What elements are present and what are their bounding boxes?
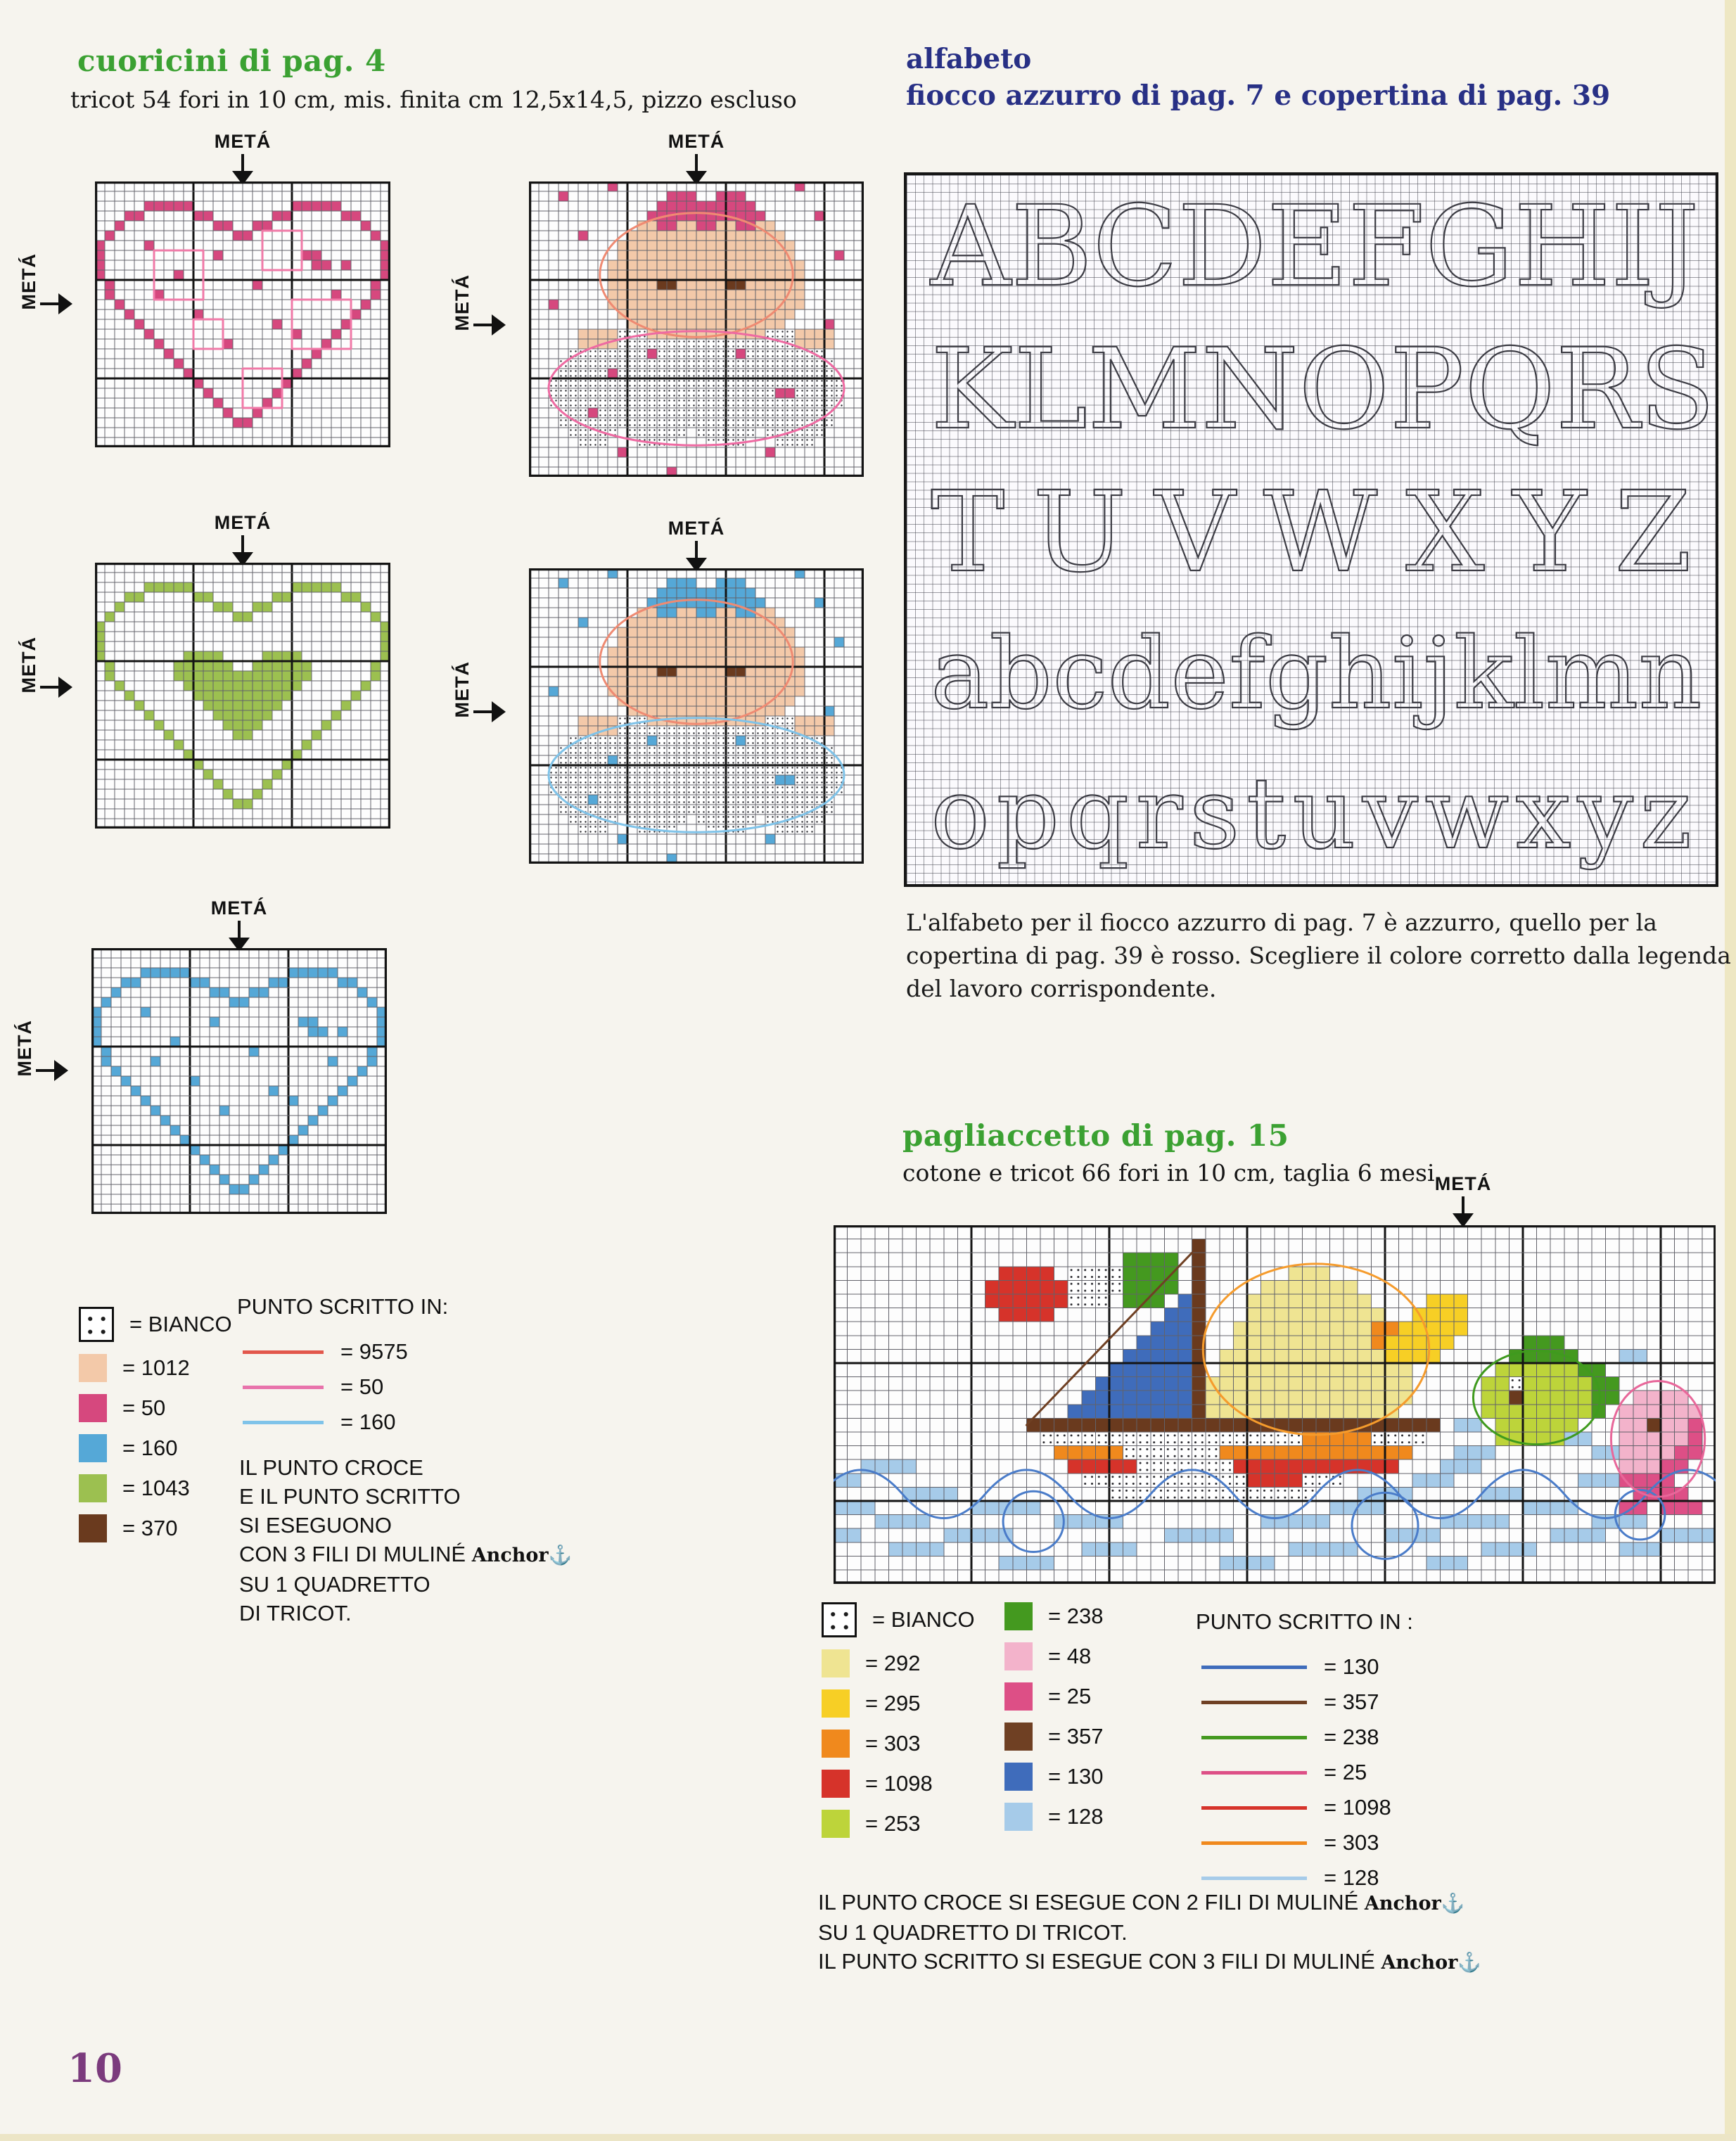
stitch-line-sample: [1201, 1806, 1307, 1810]
color-swatch: [79, 1474, 107, 1502]
meta-label-left: METÁ: [452, 274, 506, 331]
meta-label-left: METÁ: [18, 637, 72, 694]
page-edge-strip: [1725, 0, 1736, 2141]
legend-swatch-row: [1004, 1763, 1103, 1791]
legend-label: = BIANCO: [129, 1312, 232, 1336]
section-subtitle-pagliaccetto: cotone e tricot 66 fori in 10 cm, taglia 6 mesi: [902, 1159, 1435, 1187]
stitch-line-sample: [1201, 1666, 1307, 1669]
meta-label-left: METÁ: [18, 253, 72, 310]
legend-swatch-row: [822, 1730, 975, 1758]
anchor-icon: ⚓: [1441, 1893, 1465, 1915]
arrow-right-icon: [492, 701, 506, 722]
stitch-line-sample: [1201, 1877, 1307, 1880]
legend-swatch-row: [822, 1810, 975, 1838]
alfabeto-subtitle: fiocco azzurro di pag. 7 e copertina di pag. 39: [906, 79, 1611, 112]
legend-label: = 25: [1324, 1760, 1367, 1784]
legend-label: = 50: [122, 1395, 166, 1420]
color-swatch: [822, 1770, 850, 1798]
legend-label: = 9575: [340, 1339, 408, 1364]
stitch-line-sample: [1201, 1736, 1307, 1739]
alphabet-chart: [904, 172, 1718, 887]
color-swatch: [822, 1810, 850, 1838]
chart-baby-pink-bow: [529, 181, 864, 477]
color-swatch: [1004, 1642, 1033, 1670]
legend-label: = 238: [1324, 1725, 1379, 1749]
punto-scritto-row: [1201, 1795, 1413, 1820]
legend-right-punto: [1196, 1609, 1413, 1900]
legend-label: = 295: [865, 1691, 921, 1715]
legend-label: = 130: [1324, 1654, 1379, 1679]
color-swatch: [79, 1394, 107, 1422]
legend-label: = 357: [1048, 1724, 1104, 1749]
meta-label-left: METÁ: [452, 661, 506, 718]
stitch-line-sample: [243, 1421, 324, 1424]
legend-swatch-row: [1004, 1602, 1103, 1630]
legend-swatch-row: [79, 1514, 232, 1542]
legend-label: = 48: [1048, 1644, 1092, 1668]
punto-scritto-row: [1201, 1760, 1413, 1785]
legend-swatch-row: [79, 1354, 232, 1382]
section-title-alfabeto: [906, 41, 1722, 114]
legend-right-swatches-col2: [1004, 1602, 1103, 1843]
legend-label: = 292: [865, 1651, 921, 1675]
meta-label-top: METÁ: [1410, 1173, 1516, 1227]
alphabet-row-3: T U V W X Y Z: [931, 467, 1692, 597]
legend-label: = BIANCO: [872, 1607, 975, 1632]
legend-swatch-row: [1004, 1642, 1103, 1670]
color-swatch: [1004, 1763, 1033, 1791]
legend-label: = 238: [1048, 1604, 1104, 1628]
legend-swatch-row: [1004, 1723, 1103, 1751]
alphabet-row-5: o p q r s t u v w x y z: [931, 756, 1692, 871]
legend-label: = 160: [122, 1436, 178, 1460]
legend-swatch-row: [822, 1649, 975, 1677]
meta-label-top: METÁ: [644, 518, 749, 572]
punto-scritto-row: [1201, 1654, 1413, 1680]
alphabet-row-4: a b c d e f g h i j k l m n: [931, 616, 1702, 731]
color-swatch: [1004, 1803, 1033, 1831]
legend-label: = 253: [865, 1811, 921, 1836]
color-swatch: [1004, 1602, 1033, 1630]
alphabet-row-1: A B C D E F G H I J: [931, 181, 1699, 312]
legend-swatch-row: [79, 1474, 232, 1502]
legend-label: = 128: [1324, 1865, 1379, 1890]
chart-baby-blue-bow: [529, 568, 864, 864]
stitch-line-sample: [243, 1350, 324, 1354]
legend-label: = 128: [1048, 1804, 1104, 1829]
legend-swatch-row: [822, 1689, 975, 1718]
punto-scritto-row: [1201, 1689, 1413, 1715]
meta-label-top: METÁ: [190, 512, 295, 566]
legend-label: = 1098: [865, 1771, 933, 1796]
anchor-icon: ⚓: [548, 1545, 573, 1566]
legend-swatch-row: [1004, 1682, 1103, 1711]
anchor-icon: ⚓: [1457, 1952, 1481, 1974]
bianco-swatch: [79, 1307, 114, 1342]
punto-scritto-title: PUNTO SCRITTO IN:: [237, 1294, 449, 1319]
legend-label: = 1098: [1324, 1795, 1391, 1820]
anchor-brand: Anchor⚓: [471, 1545, 573, 1566]
legend-label: = 303: [1324, 1830, 1379, 1855]
chart-green-heart: [95, 563, 390, 829]
legend-bianco-row: [79, 1307, 232, 1342]
meta-label-top: METÁ: [644, 131, 749, 185]
color-swatch: [1004, 1682, 1033, 1711]
punto-scritto-row: [1201, 1865, 1413, 1891]
stitch-line-sample: [1201, 1701, 1307, 1704]
legend-swatch-row: [1004, 1803, 1103, 1831]
legend-label: = 130: [1048, 1764, 1104, 1789]
section-subtitle-cuoricini: tricot 54 fori in 10 cm, mis. finita cm 12,5x14,5, pizzo escluso: [70, 86, 797, 113]
punto-scritto-row: [243, 1374, 448, 1400]
legend-label: = 1012: [122, 1355, 190, 1380]
chart-duck-boat: [834, 1225, 1716, 1584]
stitch-line-sample: [1201, 1841, 1307, 1845]
color-swatch: [79, 1514, 107, 1542]
meta-label-top: METÁ: [186, 897, 292, 952]
punto-scritto-row: [1201, 1725, 1413, 1750]
section-title-cuoricini: cuoricini di pag. 4: [77, 44, 386, 78]
legend-left-swatches: [79, 1307, 232, 1554]
legend-label: = 25: [1048, 1684, 1092, 1708]
legend-left-punto: [237, 1294, 448, 1445]
legend-swatch-row: [822, 1770, 975, 1798]
color-swatch: [1004, 1723, 1033, 1751]
legend-label: = 50: [340, 1374, 384, 1399]
meta-label-left: METÁ: [14, 1020, 68, 1077]
alfabeto-title: alfabeto: [906, 43, 1032, 75]
stitch-line-sample: [1201, 1771, 1307, 1775]
color-swatch: [79, 1354, 107, 1382]
page-bottom-strip: [0, 2134, 1736, 2141]
legend-label: = 357: [1324, 1689, 1379, 1714]
color-swatch: [822, 1730, 850, 1758]
legend-label: = 160: [340, 1410, 396, 1434]
chart-pink-heart: [95, 181, 390, 447]
anchor-brand: Anchor⚓: [1364, 1893, 1465, 1915]
legend-label: = 1043: [122, 1476, 190, 1500]
legend-right-note: IL PUNTO CROCE SI ESEGUE CON 2 FILI DI MULINÉ Anchor⚓ SU 1 QUADRETTO DI TRICOT. IL PUNTO SCRITTO SI ESEGUE CON 3 FILI DI MULINÉ Anchor⚓: [818, 1890, 1481, 1974]
arrow-right-icon: [58, 677, 72, 698]
stitch-line-sample: [243, 1386, 324, 1389]
bianco-swatch: [822, 1602, 857, 1637]
punto-scritto-row: [1201, 1830, 1413, 1855]
punto-scritto-title: PUNTO SCRITTO IN :: [1196, 1609, 1413, 1634]
color-swatch: [822, 1649, 850, 1677]
color-swatch: [79, 1434, 107, 1462]
legend-bianco-row: [822, 1602, 975, 1637]
color-swatch: [822, 1689, 850, 1718]
punto-scritto-row: [243, 1339, 448, 1365]
legend-label: = 370: [122, 1516, 178, 1540]
meta-label-top: METÁ: [190, 131, 295, 185]
legend-swatch-row: [79, 1394, 232, 1422]
alphabet-note: L'alfabeto per il fiocco azzurro di pag. 7 è azzurro, quello per la copertina di pag. 39 è rosso. Scegliere il colore corretto dalla legenda del lavoro corrispondente.: [906, 909, 1731, 1002]
chart-blue-heart: [91, 948, 387, 1214]
anchor-brand: Anchor⚓: [1381, 1952, 1481, 1974]
legend-left-note: IL PUNTO CROCE E IL PUNTO SCRITTO SI ESEGUONO CON 3 FILI DI MULINÉ Anchor⚓ SU 1 QUADRETTO DI TRICOT.: [239, 1455, 573, 1625]
legend-swatch-row: [79, 1434, 232, 1462]
section-title-pagliaccetto: pagliaccetto di pag. 15: [902, 1118, 1289, 1153]
arrow-right-icon: [54, 1060, 68, 1081]
arrow-right-icon: [58, 293, 72, 314]
arrow-right-icon: [492, 314, 506, 335]
legend-right-swatches-col1: [822, 1602, 975, 1850]
page-number: 10: [68, 2045, 122, 2092]
punto-scritto-row: [243, 1410, 448, 1435]
alphabet-row-2: K L M N O P Q R S: [931, 324, 1716, 454]
legend-label: = 303: [865, 1731, 921, 1756]
